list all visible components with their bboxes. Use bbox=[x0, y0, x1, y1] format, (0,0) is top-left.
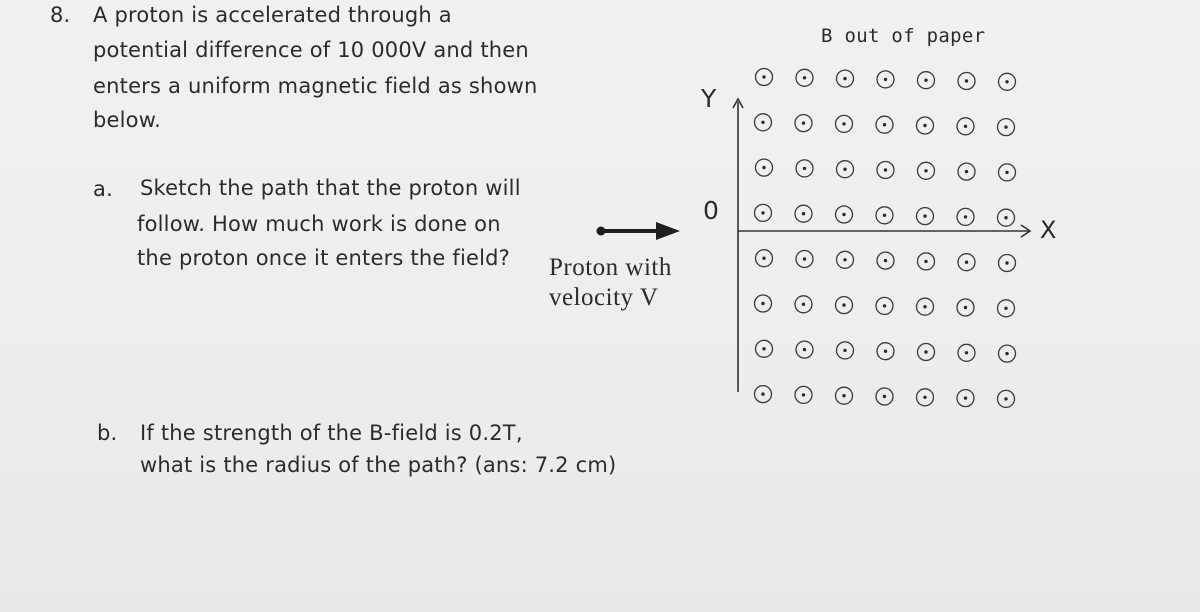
field-out-of-paper-icon bbox=[755, 386, 772, 403]
field-out-of-paper-icon bbox=[957, 390, 974, 407]
field-out-of-paper-icon bbox=[876, 116, 893, 133]
proton-label-line: velocity V bbox=[549, 284, 659, 311]
field-out-of-paper-icon bbox=[958, 254, 975, 271]
part-a-line: Sketch the path that the proton will bbox=[140, 176, 521, 200]
field-out-of-paper-icon bbox=[755, 204, 772, 221]
field-out-of-paper-icon bbox=[796, 251, 813, 268]
part-a-line: the proton once it enters the field? bbox=[137, 246, 511, 270]
part-b-line: If the strength of the B-field is 0.2T, bbox=[140, 421, 523, 445]
field-out-of-paper-icon bbox=[756, 340, 773, 357]
field-out-of-paper-icon bbox=[998, 390, 1015, 407]
part-a-line: follow. How much work is done on bbox=[137, 212, 501, 236]
field-out-of-paper-icon bbox=[877, 71, 894, 88]
field-out-of-paper-icon bbox=[958, 163, 975, 180]
field-out-of-paper-icon bbox=[998, 119, 1015, 136]
field-out-of-paper-icon bbox=[917, 298, 934, 315]
proton-velocity-arrow bbox=[597, 222, 681, 240]
field-out-of-paper-icon bbox=[918, 162, 935, 179]
question-number: 8. bbox=[50, 3, 71, 27]
field-out-of-paper-icon bbox=[958, 344, 975, 361]
field-out-of-paper-icon bbox=[957, 299, 974, 316]
field-out-of-paper-icon bbox=[837, 70, 854, 87]
field-out-of-paper-icon bbox=[999, 164, 1016, 181]
field-out-of-paper-icon bbox=[836, 297, 853, 314]
field-out-of-paper-icon bbox=[999, 345, 1016, 362]
field-direction-label: B out of paper bbox=[821, 25, 986, 47]
field-out-of-paper-icon bbox=[917, 389, 934, 406]
part-b-label: b. bbox=[97, 421, 118, 445]
field-out-of-paper-icon bbox=[837, 342, 854, 359]
field-out-of-paper-icon bbox=[837, 251, 854, 268]
field-out-of-paper-icon bbox=[917, 117, 934, 134]
x-axis-label: X bbox=[1040, 216, 1057, 244]
x-axis bbox=[738, 225, 1030, 237]
field-out-of-paper-icon bbox=[998, 209, 1015, 226]
question-stem-line: below. bbox=[93, 108, 162, 132]
field-out-of-paper-icon bbox=[917, 208, 934, 225]
field-out-of-paper-icon bbox=[796, 69, 813, 86]
field-out-of-paper-icon bbox=[796, 160, 813, 177]
field-out-of-paper-icon bbox=[756, 250, 773, 267]
field-out-of-paper-icon bbox=[957, 118, 974, 135]
arrow-head bbox=[656, 222, 680, 240]
question-stem-line: enters a uniform magnetic field as shown bbox=[93, 74, 538, 98]
field-out-of-paper-icon bbox=[755, 114, 772, 131]
field-out-of-paper-icon bbox=[796, 341, 813, 358]
field-out-of-paper-icon bbox=[876, 207, 893, 224]
field-out-of-paper-icon bbox=[876, 388, 893, 405]
field-out-of-paper-icon bbox=[836, 115, 853, 132]
field-out-of-paper-icon bbox=[755, 295, 772, 312]
field-out-of-paper-icon bbox=[918, 344, 935, 361]
field-out-of-paper-icon bbox=[957, 208, 974, 225]
field-out-of-paper-icon bbox=[918, 72, 935, 89]
field-out-of-paper-icon bbox=[877, 343, 894, 360]
field-out-of-paper-icon bbox=[795, 386, 812, 403]
field-out-of-paper-icon bbox=[836, 206, 853, 223]
field-out-of-paper-icon bbox=[795, 115, 812, 132]
field-symbol-grid bbox=[755, 69, 1016, 408]
question-stem-line: potential difference of 10 000V and then bbox=[93, 38, 529, 62]
field-out-of-paper-icon bbox=[756, 159, 773, 176]
field-out-of-paper-icon bbox=[999, 73, 1016, 90]
field-out-of-paper-icon bbox=[877, 162, 894, 179]
field-out-of-paper-icon bbox=[795, 296, 812, 313]
y-axis bbox=[733, 99, 743, 392]
field-out-of-paper-icon bbox=[836, 387, 853, 404]
part-a-label: a. bbox=[93, 177, 113, 201]
field-out-of-paper-icon bbox=[795, 205, 812, 222]
field-out-of-paper-icon bbox=[756, 69, 773, 86]
field-out-of-paper-icon bbox=[877, 252, 894, 269]
field-out-of-paper-icon bbox=[999, 255, 1016, 272]
field-out-of-paper-icon bbox=[918, 253, 935, 270]
question-stem-line: A proton is accelerated through a bbox=[93, 3, 452, 27]
field-out-of-paper-icon bbox=[837, 161, 854, 178]
field-out-of-paper-icon bbox=[958, 73, 975, 90]
origin-label: 0 bbox=[703, 196, 720, 225]
field-out-of-paper-icon bbox=[876, 297, 893, 314]
y-axis-label: Y bbox=[701, 84, 717, 113]
part-b-line: what is the radius of the path? (ans: 7.2 cm) bbox=[140, 453, 617, 477]
field-out-of-paper-icon bbox=[998, 300, 1015, 317]
proton-label-line: Proton with bbox=[549, 254, 672, 281]
